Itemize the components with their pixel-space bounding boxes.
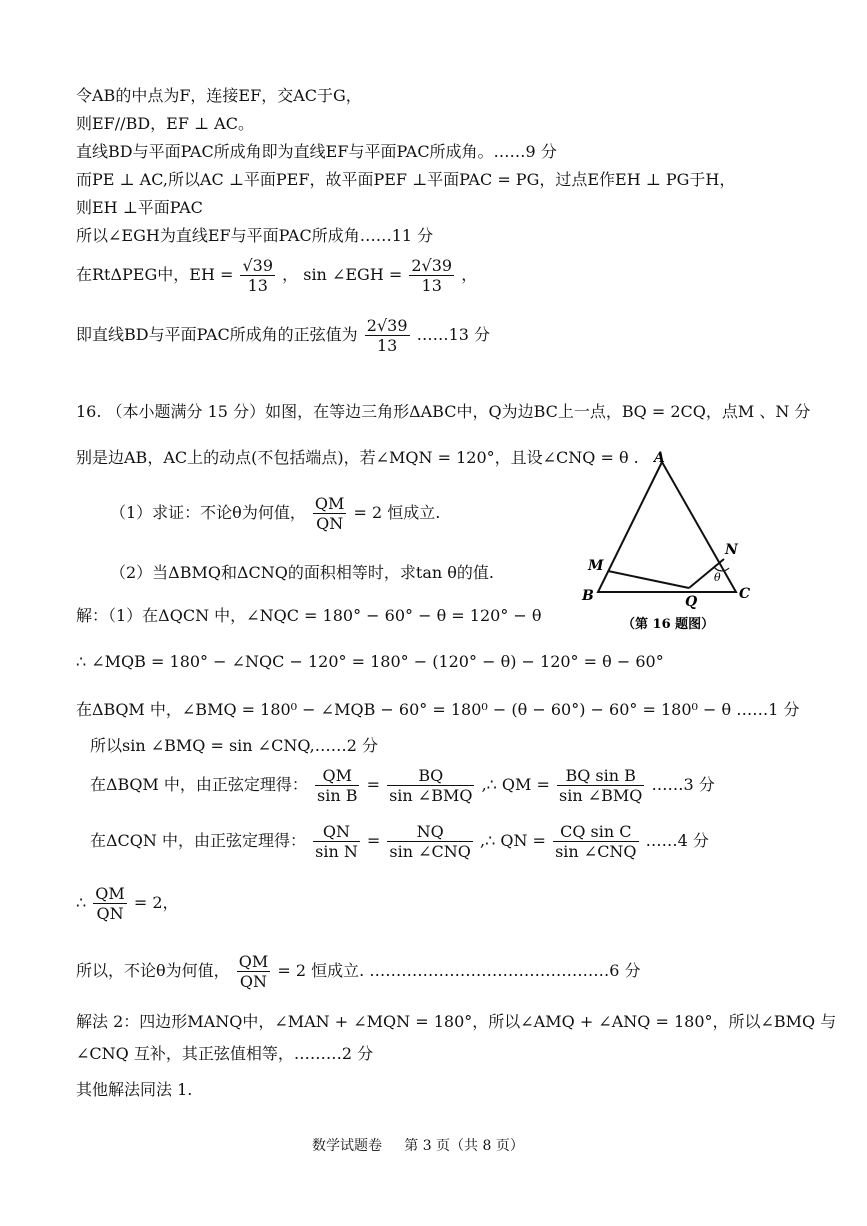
text: ……3 分: [651, 775, 715, 794]
label-q: Q: [685, 594, 698, 610]
solution-line-3: 直线BD与平面PAC所成角即为直线EF与平面PAC所成角。……9 分: [76, 142, 557, 161]
label-b: B: [582, 588, 594, 604]
fraction-eh: [240, 256, 275, 295]
solution-line-8: [76, 316, 490, 355]
text: ……4 分: [645, 831, 709, 850]
denominator: 13: [376, 336, 398, 355]
denominator: QN: [239, 972, 268, 991]
numerator: 2√39: [411, 256, 453, 275]
denominator: sin B: [317, 786, 358, 805]
fraction: [387, 822, 472, 861]
denominator: sin ∠BMQ: [389, 786, 473, 805]
label-n: N: [725, 542, 738, 558]
answer-line-5: [90, 766, 715, 805]
solution-line-6: 所以∠EGH为直线EF与平面PAC所成角……11 分: [76, 226, 434, 245]
label-theta: θ: [714, 571, 721, 584]
segment-mq: [608, 571, 689, 588]
text: 在RtΔPEG中，EH =: [76, 265, 234, 284]
solution-line-2: 则EF//BD，EF ⊥ AC。: [76, 114, 254, 133]
answer-line-3: 在ΔBQM 中，∠BMQ = 180⁰ − ∠MQB − 60° = 180⁰ − (θ − 60°) − 60° = 180⁰ − θ ……1 分: [76, 700, 800, 719]
answer-line-4: 所以sin ∠BMQ = sin ∠CNQ,……2 分: [90, 736, 379, 755]
fraction: [313, 822, 360, 861]
answer-line-7: [76, 884, 179, 923]
answer-line-8: [76, 952, 641, 991]
fraction: [237, 952, 271, 991]
text: = 2，: [133, 893, 179, 912]
text: （1）求证：不论θ为何值，: [110, 503, 306, 522]
denominator: sin N: [315, 842, 358, 861]
denominator: 13: [421, 276, 442, 295]
numerator: BQ sin B: [557, 766, 644, 786]
answer-line-6: [90, 822, 709, 861]
solution-line-1: 令AB的中点为F，连接EF，交AC于G，: [76, 86, 362, 105]
fraction-sin-egh: [409, 256, 454, 295]
numerator: QN: [313, 822, 360, 842]
question-16-line-1: 16. （本小题满分 15 分）如图，在等边三角形ΔABC中，Q为边BC上一点，BQ = 2CQ，点M 、N 分: [76, 402, 811, 421]
denominator: sin ∠BMQ: [559, 786, 643, 805]
text: 即直线BD与平面PAC所成角的正弦值为: [76, 325, 358, 344]
answer-line-2: ∴ ∠MQB = 180° − ∠NQC − 120° = 180° − (120° − θ) − 120° = θ − 60°: [76, 652, 664, 671]
solution-line-7: [76, 256, 477, 295]
page-footer: 数学试题卷 第 3 页（共 8 页）: [312, 1138, 524, 1154]
question-16-line-2: 别是边AB，AC上的动点(不包括端点)，若∠MQN = 120°，且设∠CNQ = θ .: [76, 448, 639, 467]
fraction: [315, 766, 359, 805]
text: ， sin ∠EGH =: [282, 265, 403, 284]
question-16-part-2: （2）当ΔBMQ和ΔCNQ的面积相等时，求tan θ的值.: [110, 563, 494, 582]
numerator: QM: [314, 494, 345, 513]
text: 在ΔCQN 中，由正弦定理得：: [90, 831, 307, 850]
solution-line-5: 则EH ⊥平面PAC: [76, 198, 203, 217]
fraction-answer: [365, 316, 410, 355]
answer-line-9: 解法 2：四边形MANQ中，∠MAN + ∠MQN = 180°，所以∠AMQ + ∠ANQ = 180°，所以∠BMQ 与: [76, 1012, 837, 1031]
text: ,∴ QM =: [481, 775, 550, 794]
fraction: [557, 766, 644, 805]
answer-line-11: 其他解法同法 1.: [76, 1080, 193, 1099]
text: ……13 分: [416, 325, 491, 344]
text: = 2 恒成立. ………………………………………6 分: [277, 961, 641, 980]
numerator: CQ sin C: [553, 822, 638, 842]
denominator: sin ∠CNQ: [555, 842, 637, 861]
solution-line-4: 而PE ⊥ AC,所以AC ⊥平面PEF，故平面PEF ⊥平面PAC = PG，过点E作EH ⊥ PG于H，: [76, 170, 736, 189]
fraction: [553, 822, 638, 861]
fraction: [387, 766, 474, 805]
numerator: QM: [315, 766, 359, 786]
numerator: √39: [242, 256, 274, 275]
figure-caption: （第 16 题图）: [622, 617, 715, 632]
text: ∴: [76, 893, 87, 912]
numerator: NQ: [387, 822, 472, 842]
text: ，: [461, 265, 478, 284]
fraction-qm-qn: [313, 494, 347, 533]
question-16-part-1: [110, 494, 440, 533]
answer-line-10: ∠CNQ 互补，其正弦值相等，………2 分: [76, 1044, 374, 1063]
numerator: BQ: [387, 766, 474, 786]
text: =: [366, 831, 381, 850]
text: ,∴ QN =: [480, 831, 546, 850]
text: =: [366, 775, 380, 794]
label-m: M: [588, 558, 604, 574]
text: = 2 恒成立.: [353, 503, 441, 522]
denominator: 13: [247, 276, 268, 295]
denominator: QN: [96, 904, 124, 923]
answer-line-1: 解：（1）在ΔQCN 中，∠NQC = 180° − 60° − θ = 120° − θ: [76, 606, 542, 625]
text: 所以，不论θ为何值，: [76, 961, 230, 980]
denominator: sin ∠CNQ: [389, 842, 471, 861]
numerator: QM: [238, 952, 269, 971]
fraction: [93, 884, 127, 923]
text: 在ΔBQM 中，由正弦定理得：: [90, 775, 308, 794]
numerator: 2√39: [366, 316, 408, 335]
label-c: C: [739, 586, 751, 602]
denominator: QN: [316, 514, 344, 533]
triangle-figure: [576, 440, 776, 640]
label-a: A: [654, 450, 665, 466]
numerator: QM: [95, 884, 125, 903]
